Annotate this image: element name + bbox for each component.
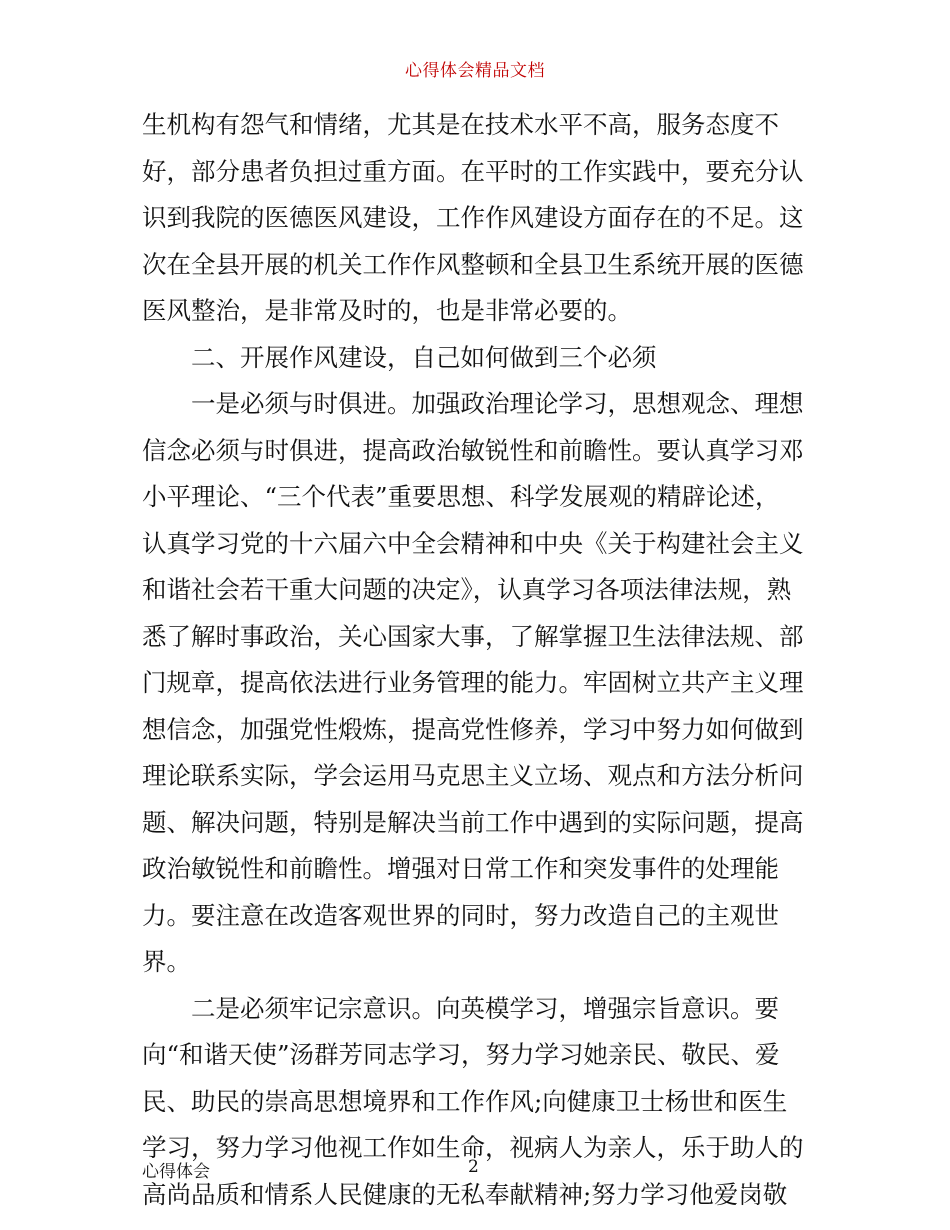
body-line: 和谐社会若干重大问题的决定》，认真学习各项法律法规，熟	[142, 575, 792, 604]
body-line: 学习，努力学习他视工作如生命，视病人为亲人，乐于助人的	[142, 1133, 804, 1162]
body-line: 力。要注意在改造客观世界的同时，努力改造自己的主观世	[142, 900, 779, 930]
footer-label: 心得体会	[142, 1162, 210, 1182]
body-line: 小平理论、“三个代表”重要思想、科学发展观的精辟论述，	[142, 482, 780, 511]
body-line: 向“和谐天使”汤群芳同志学习，努力学习她亲民、敬民、爱	[142, 1040, 780, 1069]
body-line: 悉了解时事政治，关心国家大事，了解掌握卫生法律法规、部	[142, 621, 804, 651]
body-line: 想信念，加强党性煅炼，提高党性修养，学习中努力如何做到	[142, 714, 804, 744]
document-body	[142, 102, 814, 1218]
body-line: 认真学习党的十六届六中全会精神和中央《关于构建社会主义	[142, 528, 804, 558]
body-line: 信念必须与时俱进，提高政治敏锐性和前瞻性。要认真学习邓	[142, 435, 804, 465]
body-line: 好，部分患者负担过重方面。在平时的工作实践中，要充分认	[142, 156, 804, 186]
body-line: 理论联系实际，学会运用马克思主义立场、观点和方法分析问	[142, 761, 804, 790]
body-line: 题、解决问题，特别是解决当前工作中遇到的实际问题，提高	[142, 807, 804, 837]
body-line: 界。	[142, 947, 191, 976]
body-line: 次在全县开展的机关工作作风整顿和全县卫生系统开展的医德	[142, 249, 804, 279]
page-number: 2	[468, 1157, 479, 1177]
document-header-title: 心得体会精品文档	[405, 61, 545, 81]
body-line: 政治敏锐性和前瞻性。增强对日常工作和突发事件的处理能	[142, 854, 779, 883]
body-line: 民、助民的崇高思想境界和工作作风;向健康卫士杨世和医生	[142, 1086, 788, 1116]
section-heading: 二、开展作风建设，自己如何做到三个必须	[191, 342, 657, 372]
body-line: 高尚品质和情系人民健康的无私奉献精神;努力学习他爱岗敬	[142, 1179, 788, 1209]
body-line: 识到我院的医德医风建设，工作作风建设方面存在的不足。这	[142, 203, 804, 232]
body-line: 二是必须牢记宗意识。向英模学习，增强宗旨意识。要	[191, 993, 779, 1023]
body-line: 医风整治，是非常及时的，也是非常必要的。	[142, 296, 632, 325]
body-line: 一是必须与时俱进。加强政治理论学习，思想观念、理想	[191, 389, 804, 418]
body-line: 生机构有怨气和情绪，尤其是在技术水平不高，服务态度不	[142, 110, 779, 139]
body-line: 门规章，提高依法进行业务管理的能力。牢固树立共产主义理	[142, 668, 804, 697]
